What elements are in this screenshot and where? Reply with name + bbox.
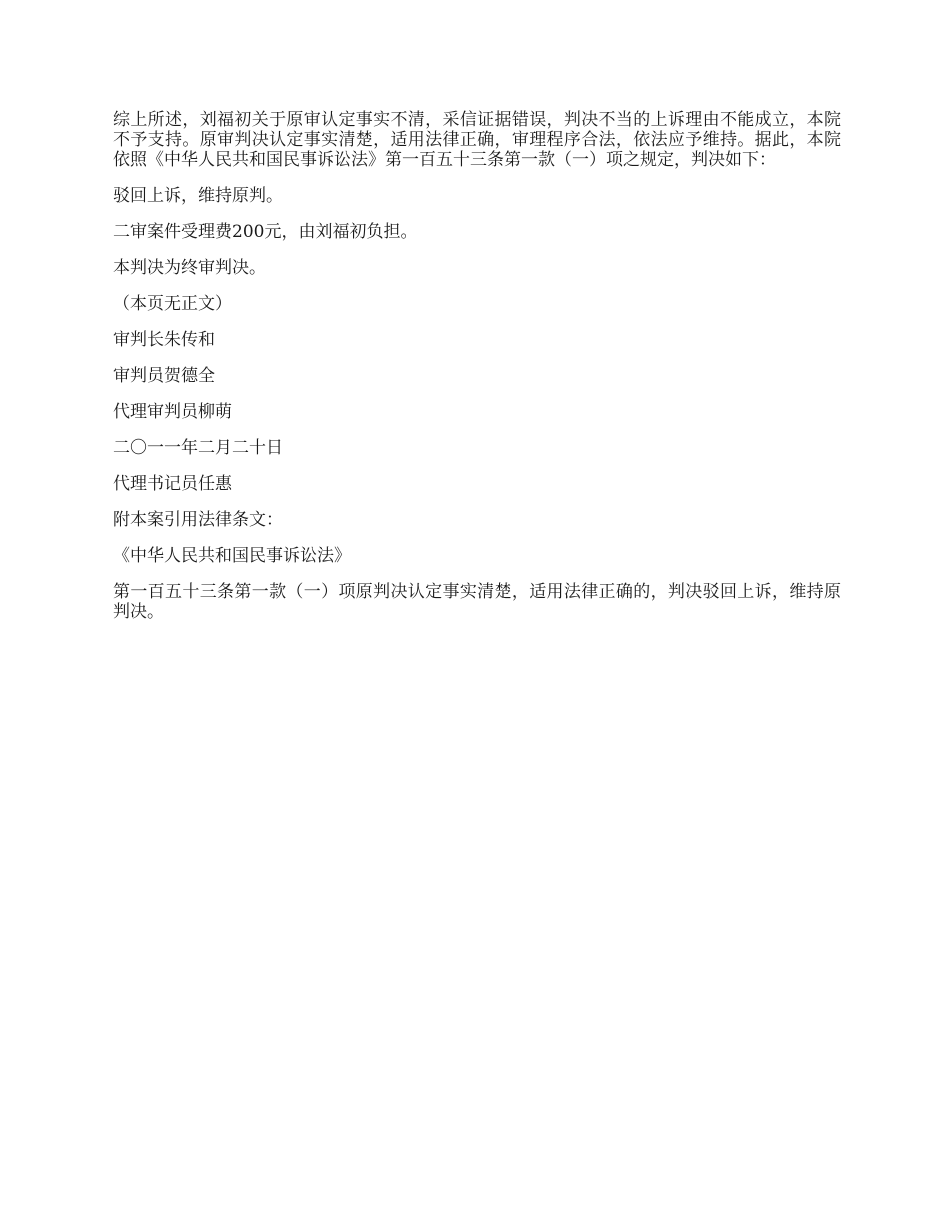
- document-body: [113, 110, 841, 638]
- final-judgment-line: 本判决为终审判决。: [113, 258, 266, 278]
- judgment-date: 二〇一一年二月二十日: [113, 438, 283, 458]
- court-fee-line: 二审案件受理费200元，由刘福初负担。: [113, 222, 418, 242]
- judge: 审判员贺德全: [113, 366, 215, 386]
- no-body-text-note: （本页无正文）: [113, 294, 232, 314]
- appendix-heading: 附本案引用法律条文：: [113, 510, 283, 530]
- acting-judge: 代理审判员柳萌: [113, 402, 232, 422]
- conclusion-paragraph: 综上所述，刘福初关于原审认定事实不清，采信证据错误，判决不当的上诉理由不能成立，本院不予支持。原审判决认定事实清楚，适用法律正确，审理程序合法，依法应予维持。据此，本院依照《中华人民共和国民事诉讼法》第一百五十三条第一款（一）项之规定，判决如下：: [113, 110, 841, 170]
- law-article: 第一百五十三条第一款（一）项原判决认定事实清楚，适用法律正确的，判决驳回上诉，维持原判决。: [113, 582, 841, 622]
- law-title: 《中华人民共和国民事诉讼法》: [113, 546, 351, 566]
- verdict-line: 驳回上诉，维持原判。: [113, 186, 283, 206]
- acting-clerk: 代理书记员任惠: [113, 474, 232, 494]
- presiding-judge: 审判长朱传和: [113, 330, 215, 350]
